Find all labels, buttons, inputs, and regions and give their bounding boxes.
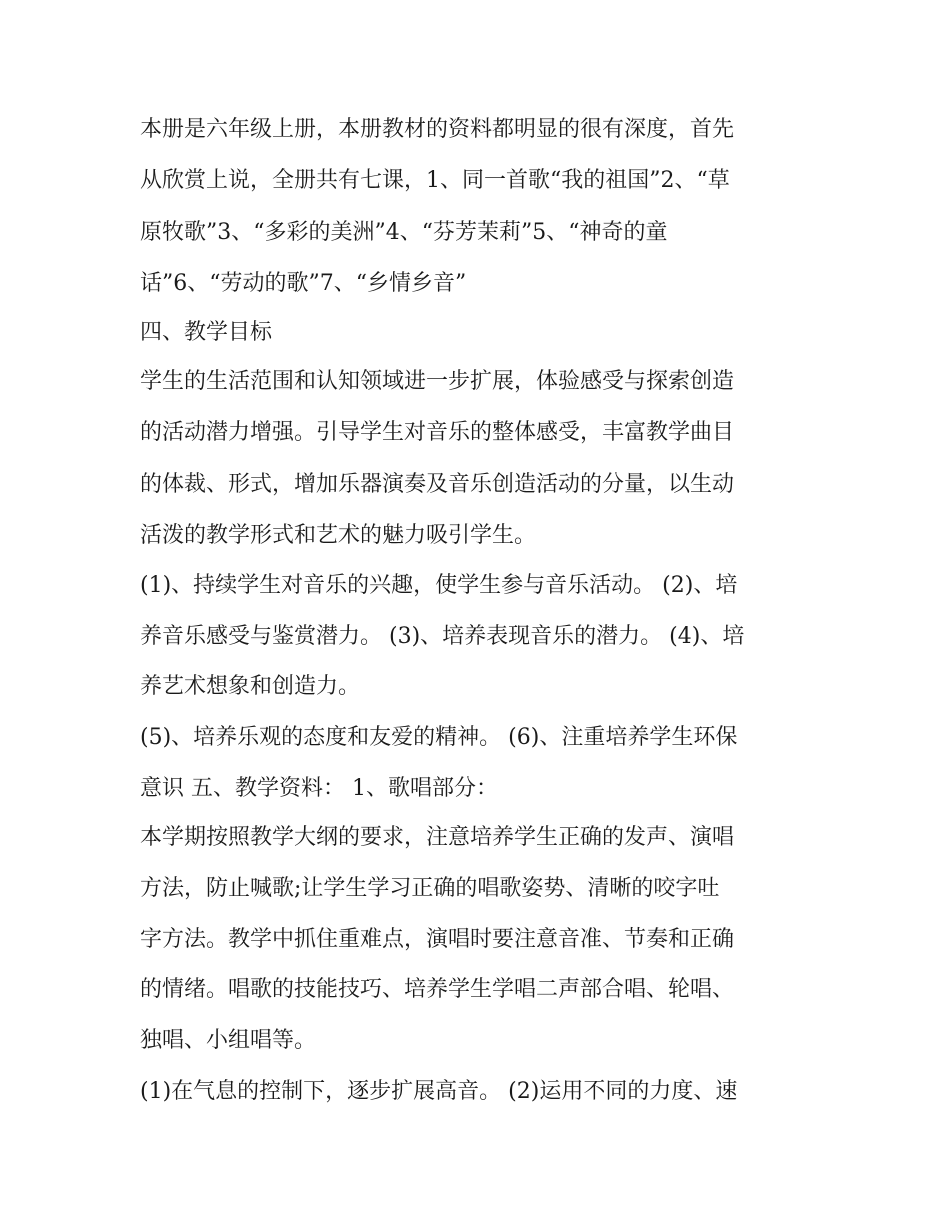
text-line: (1)、持续学生对音乐的兴趣，使学生参与音乐活动。 (2)、培 (140, 573, 738, 598)
text-line: 从欣赏上说，全册共有七课，1、同一首歌“我的祖国”2、“草 (140, 168, 730, 193)
text-line: (5)、培养乐观的态度和友爱的精神。 (6)、注重培养学生环保 (140, 725, 738, 750)
text-line: 活泼的教学形式和艺术的魅力吸引学生。 (140, 523, 537, 548)
text-line: 养音乐感受与鉴赏潜力。 (3)、培养表现音乐的潜力。 (4)、培 (140, 624, 745, 649)
text-line: 的体裁、形式，增加乐器演奏及音乐创造活动的分量，以生动 (140, 472, 735, 497)
text-line: 学生的生活范围和认知领域进一步扩展，体验感受与探索创造 (140, 369, 735, 394)
text-line: 养艺术想象和创造力。 (140, 674, 361, 699)
text-line: 意识 五、教学资料： 1、歌唱部分： (140, 776, 498, 801)
text-line: 本册是六年级上册，本册教材的资料都明显的很有深度，首先 (140, 117, 735, 142)
text-line: 话”6、“劳动的歌”7、“乡情乡音” (140, 271, 467, 296)
text-line: 字方法。教学中抓住重难点，演唱时要注意音准、节奏和正确 (140, 927, 735, 952)
text-line: 本学期按照教学大纲的要求，注意培养学生正确的发声、演唱 (140, 825, 735, 850)
text-line: 独唱、小组唱等。 (140, 1028, 317, 1053)
text-line: 原牧歌”3、“多彩的美洲”4、“芬芳茉莉”5、“神奇的童 (140, 220, 668, 245)
text-line: (1)在气息的控制下，逐步扩展高音。 (2)运用不同的力度、速 (140, 1079, 738, 1104)
section-heading: 四、教学目标 (140, 320, 273, 345)
text-line: 的情绪。唱歌的技能技巧、培养学生学唱二声部合唱、轮唱、 (140, 977, 735, 1002)
text-line: 方法，防止喊歌;让学生学习正确的唱歌姿势、清晰的咬字吐 (140, 876, 720, 901)
text-line: 的活动潜力增强。引导学生对音乐的整体感受，丰富教学曲目 (140, 420, 735, 445)
